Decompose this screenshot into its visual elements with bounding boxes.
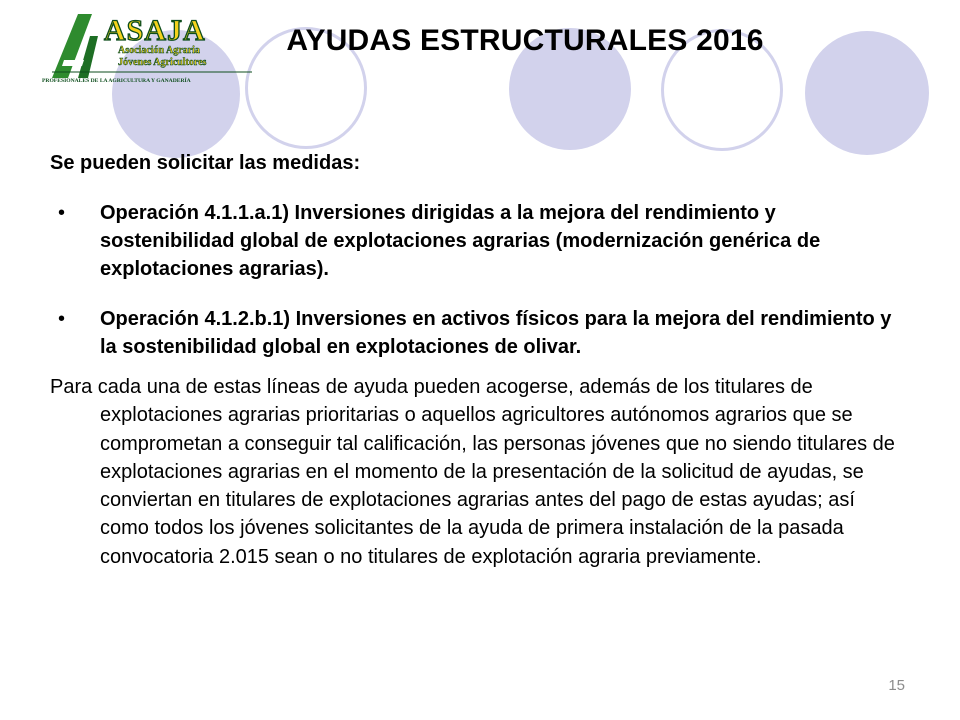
logo-line1: Asociación Agraria: [118, 45, 200, 56]
bullet-icon: •: [58, 308, 66, 330]
intro-text: Se pueden solicitar las medidas:: [50, 152, 361, 174]
slide-title: AYUDAS ESTRUCTURALES 2016: [286, 24, 764, 57]
asaja-logo: [38, 6, 258, 90]
page-number: 15: [888, 677, 905, 694]
bullet-text: Operación 4.1.2.b.1) Inversiones en activos físicos para la mejora del rendimiento y la sostenibilidad global en explotaciones de olivar.: [100, 308, 892, 358]
logo-tagline: PROFESIONALES DE LA AGRICULTURA Y GANADERÍA: [42, 78, 191, 84]
bullet-text: Operación 4.1.1.a.1) Inversiones dirigidas a la mejora del rendimiento y sostenibilidad global de explotaciones agrarias (modernización genérica de explotaciones agrarias).: [100, 202, 821, 280]
logo-name: ASAJA: [104, 14, 206, 47]
bullet-item: [50, 199, 905, 283]
slide-content: [50, 150, 905, 571]
logo-line2: Jóvenes Agricultores: [118, 57, 207, 68]
bullet-icon: •: [58, 202, 66, 224]
body-paragraph: Para cada una de estas líneas de ayuda pueden acogerse, además de los titulares de explotaciones agrarias prioritarias o aquellos agricultores autónomos agrarios que se comprometan a conseguir tal calificación, las personas jóvenes que no siendo titulares de explotaciones agrarias en el momento de la presentación de la solicitud de ayudas, se conviertan en titulares de explotaciones agrarias antes del pago de estas ayudas; así como todos los jóvenes solicitantes de la ayuda de primera instalación de la pasada convocatoria 2.015 sean o no titulares de explotación agraria previamente.: [50, 376, 895, 568]
bullet-item: [50, 305, 905, 361]
decorative-circle-filled: [805, 31, 929, 155]
